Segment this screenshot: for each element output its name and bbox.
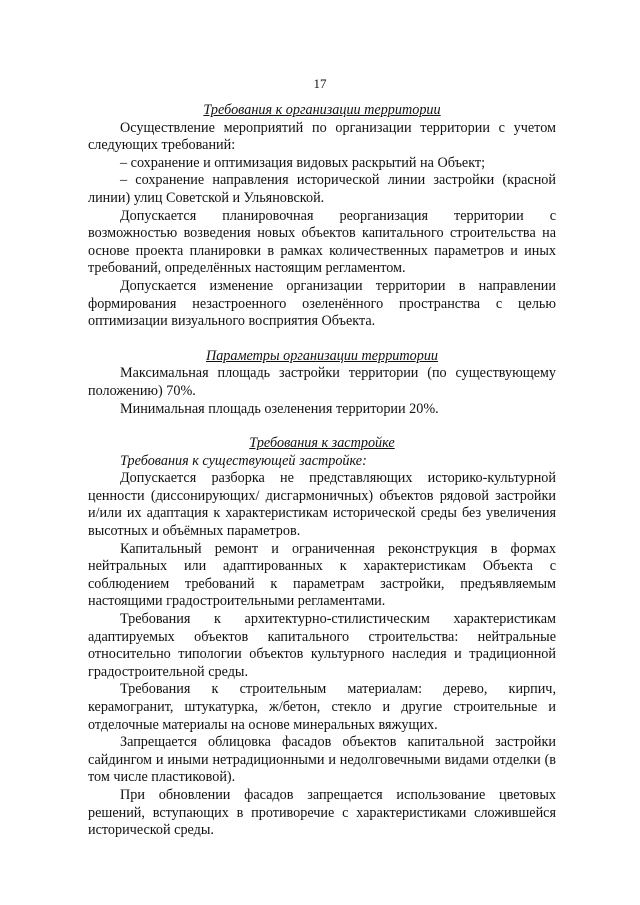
building-requirements-paragraph: Капитальный ремонт и ограниченная реконструкция в формах нейтральных или адаптированных к характеристикам Объекта с соблюдением требований к параметрам застройки, предъявляемым настоящими градостроительными регламентами. [88,540,556,610]
building-requirements-paragraph: При обновлении фасадов запрещается использование цветовых решений, вступающих в противоречие с характеристиками сложившейся исторической среды. [88,786,556,839]
territory-requirements-paragraph: Допускается изменение организации территории в направлении формирования незастроенного озеленённого пространства с целью оптимизации визуального восприятия Объекта. [88,277,556,330]
building-requirements-paragraph: Требования к строительным материалам: дерево, кирпич, керамогранит, штукатурка, ж/бетон, стекло и другие строительные и отделочные материалы на основе минеральных вяжущих. [88,681,556,733]
page-number: 17 [313,76,327,91]
section-title-territory-requirements: Требования к организации территории [203,102,441,118]
building-requirements-paragraph: Допускается разборка не представляющих историко-культурной ценности (диссонирующих/ дисгармоничных) объектов рядовой застройки и/или их адаптация к характеристикам исторической среды без увеличения высотных и объёмных параметров. [88,470,556,540]
territory-requirement-item: – сохранение и оптимизация видовых раскрытий на Объект; [120,154,486,171]
section-title-territory-parameters: Параметры организации территории [205,347,439,364]
territory-parameters-paragraph: Максимальная площадь застройки территории (по существующему положению) 70%. [88,365,556,399]
territory-parameters-paragraph: Минимальная площадь озеленения территории 20%. [120,400,439,417]
building-requirements-paragraph: Требования к архитектурно-стилистическим характеристикам адаптируемых объектов капитального строительства: нейтральные относительно типологии объектов культурного наследия и традиционной градостроительной среды. [88,611,556,680]
page-content [88,102,556,840]
territory-requirement-item: – сохранение направления исторической линии застройки (красной линии) улиц Советской и Ульяновской. [88,172,556,206]
building-requirements-paragraph: Запрещается облицовка фасадов объектов капитальной застройки сайдингом и иными нетрадиционными и недолговечными видами отделки (в том числе пластиковой). [88,734,556,786]
territory-requirements-paragraph: Допускается планировочная реорганизация территории с возможностью возведения новых объектов капитального строительства на основе проекта планировки в рамках количественных параметров и иных требований, определённых настоящим регламентом. [88,207,556,277]
section-title-building-requirements: Требования к застройке [249,435,395,452]
building-requirements-subtitle: Требования к существующей застройке: [120,452,367,469]
territory-requirements-intro: Осуществление мероприятий по организации территории с учетом следующих требований: [88,119,556,154]
